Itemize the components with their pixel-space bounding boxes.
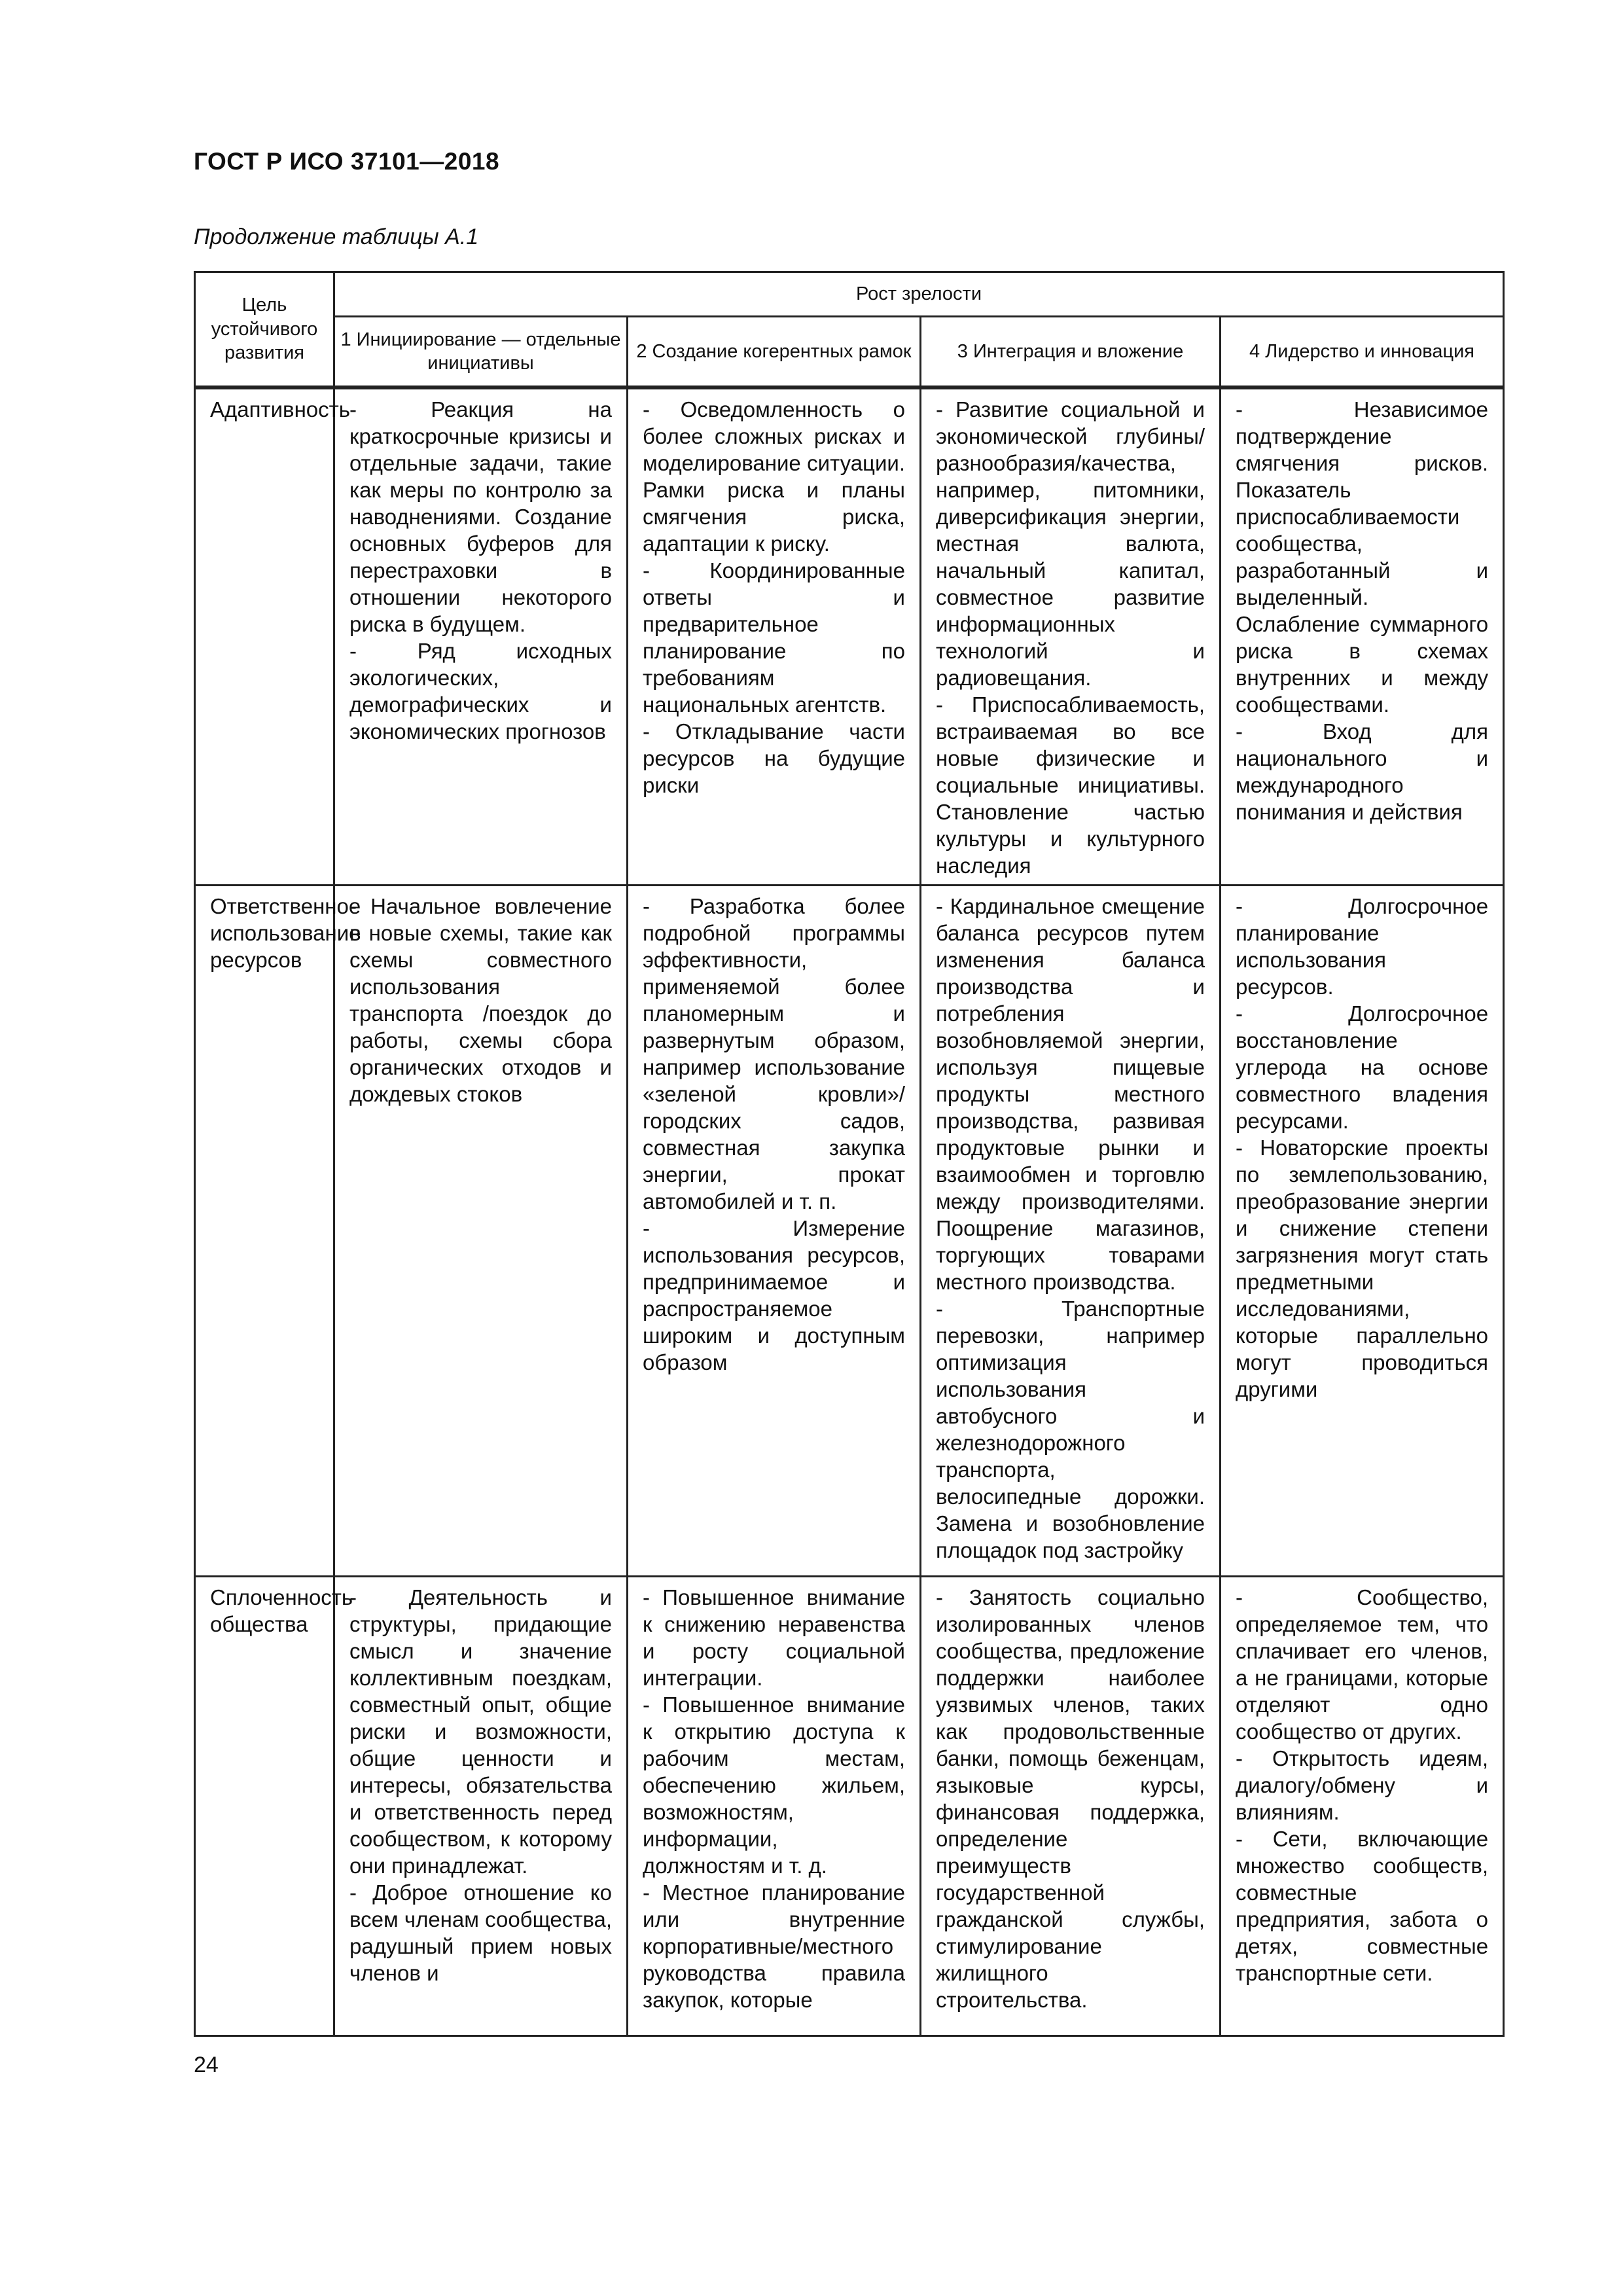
- goal-label: Ответственное использование ресурсов: [210, 893, 361, 972]
- cell-paragraph: - Сети, включающие множество сообществ, совместные предприятия, забота о детях, совместные транспортные сети.: [1236, 1826, 1489, 1985]
- cell-paragraph: - Вход для национального и международного понимания и действия: [1236, 719, 1489, 824]
- cell-paragraph: - Откладывание части ресурсов на будущие риски: [643, 719, 905, 797]
- cell-paragraph: - Долгосрочное восстановление углерода на основе совместного владения ресурсами.: [1236, 1001, 1489, 1133]
- goal-header: Цель устойчивого развития: [195, 272, 334, 387]
- cell-paragraph: - Занятость социально изолированных членов сообщества, предложение поддержки наиболее уязвимых членов, таких как продовольственные банки, помощь беженцам, языковые курсы, финансовая поддержка, определение преимуществ государственной гражданской службы, стимулирование жилищного строительства.: [936, 1585, 1205, 2012]
- column-header-integration: 3 Интеграция и вложение: [921, 317, 1221, 387]
- maturity-table: [194, 271, 1505, 2037]
- cell-paragraph: - Начальное вовлечение в новые схемы, такие как схемы совместного использования транспорта /поездок до работы, схемы сбора органических отходов и дождевых стоков: [349, 893, 612, 1106]
- cell-paragraph: - Приспосабливаемость, встраиваемая во все новые физические и социальные инициативы. Становление частью культуры и культурного наследия: [936, 692, 1205, 878]
- cell-paragraph: - Осведомленность о более сложных рисках и моделирование ситуации. Рамки риска и планы смягчения риска, адаптации к риску.: [643, 397, 905, 556]
- column-header-leadership: 4 Лидерство и инновация: [1221, 317, 1504, 387]
- table-cell: [628, 1576, 921, 2036]
- cell-paragraph: - Местное планирование или внутренние корпоративные/местного руководства правила закупок, которые: [643, 1880, 905, 2012]
- goal-cell: [195, 387, 350, 886]
- cell-paragraph: - Развитие социальной и экономической глубины/разнообразия/качества, например, питомники, диверсификация энергии, местная валюта, начальный капитал, совместное развитие информационных технологий и радиовещания.: [936, 397, 1205, 690]
- goal-label: Сплоченность общества: [210, 1585, 353, 1636]
- cell-paragraph: - Доброе отношение ко всем членам сообщества, радушный прием новых членов и: [349, 1880, 613, 1985]
- goal-cell: [195, 885, 361, 1576]
- cell-paragraph: - Ряд исходных экологических, демографических и экономических прогнозов: [349, 638, 612, 744]
- table-cell: [334, 1576, 628, 2036]
- cell-paragraph: - Измерение использования ресурсов, предпринимаемое и распространяемое широким и доступным образом: [643, 1215, 905, 1374]
- table-cell: [921, 387, 1221, 886]
- table-cell: [334, 885, 628, 1576]
- table-row: [195, 885, 1504, 1576]
- page-number: 24: [194, 2053, 219, 2077]
- table-cell: [1221, 1576, 1504, 2036]
- table-cell: [628, 387, 921, 886]
- table-cell: [921, 1576, 1221, 2036]
- cell-paragraph: - Новаторские проекты по землепользованию, преобразование энергии и снижение степени загрязнения могут стать предметными исследованиями, которые параллельно могут проводиться другими: [1236, 1135, 1489, 1401]
- table-cell: [1221, 885, 1504, 1576]
- cell-paragraph: - Реакция на краткосрочные кризисы и отдельные задачи, такие как меры по контролю за наводнениями. Создание основных буферов для перестраховки в отношении некоторого риска в будущем.: [349, 397, 612, 636]
- document-header: ГОСТ Р ИСО 37101—2018: [194, 148, 500, 175]
- cell-paragraph: - Сообщество, определяемое тем, что сплачивает его членов, а не границами, которые отделяют одно сообщество от других.: [1236, 1585, 1489, 1744]
- column-header-frameworks: 2 Создание когерентных рамок: [628, 317, 921, 387]
- table-cell: [921, 885, 1221, 1576]
- column-header-initiation: 1 Инициирование — отдельные инициативы: [334, 317, 628, 387]
- cell-paragraph: - Кардинальное смещение баланса ресурсов путем изменения баланса производства и потребления возобновляемой энергии, используя пищевые продукты местного производства, развивая продуктовые рынки и взаимообмен и торговлю между производителями. Поощрение магазинов, торгующих товарами местного производства.: [936, 893, 1205, 1294]
- table-row: [195, 387, 1504, 886]
- goal-cell: [195, 1576, 353, 2036]
- table-caption: Продолжение таблицы А.1: [194, 224, 479, 249]
- cell-paragraph: - Повышенное внимание к снижению неравенства и росту социальной интеграции.: [643, 1585, 905, 1690]
- cell-paragraph: - Деятельность и структуры, придающие смысл и значение коллективным поездкам, совместный опыт, общие риски и возможности, общие ценности и интересы, обязательства и ответственность перед сообществом, к которому они принадлежат.: [349, 1585, 612, 1878]
- cell-paragraph: - Повышенное внимание к открытию доступа к рабочим местам, обеспечению жильем, возможностям, информации, должностям и т. д.: [643, 1692, 905, 1878]
- cell-paragraph: - Долгосрочное планирование использования ресурсов.: [1236, 893, 1489, 999]
- cell-paragraph: - Координированные ответы и предварительное планирование по требованиям национальных агентств.: [643, 558, 905, 717]
- table-cell: [334, 387, 628, 886]
- cell-paragraph: - Транспортные перевозки, например оптимизация использования автобусного и железнодорожного транспорта, велосипедные дорожки. Замена и возобновление площадок под застройку: [936, 1296, 1205, 1562]
- table-cell: [628, 885, 921, 1576]
- cell-paragraph: - Независимое подтверждение смягчения рисков. Показатель приспосабливаемости сообщества, разработанный и выделенный. Ослабление суммарного риска в схемах внутренних и между сообществами.: [1236, 397, 1489, 717]
- table-row: [195, 1576, 1504, 2036]
- goal-label: Адаптивность: [210, 397, 350, 422]
- cell-paragraph: - Открытость идеям, диалогу/обмену и влияниям.: [1236, 1746, 1489, 1824]
- maturity-group-header: Рост зрелости: [334, 272, 1504, 317]
- cell-paragraph: - Разработка более подробной программы эффективности, применяемой более планомерным и развернутым образом, например использование «зеленой кровли»/городских садов, совместная закупка энергии, прокат автомобилей и т. п.: [643, 893, 905, 1213]
- table-cell: [1221, 387, 1504, 886]
